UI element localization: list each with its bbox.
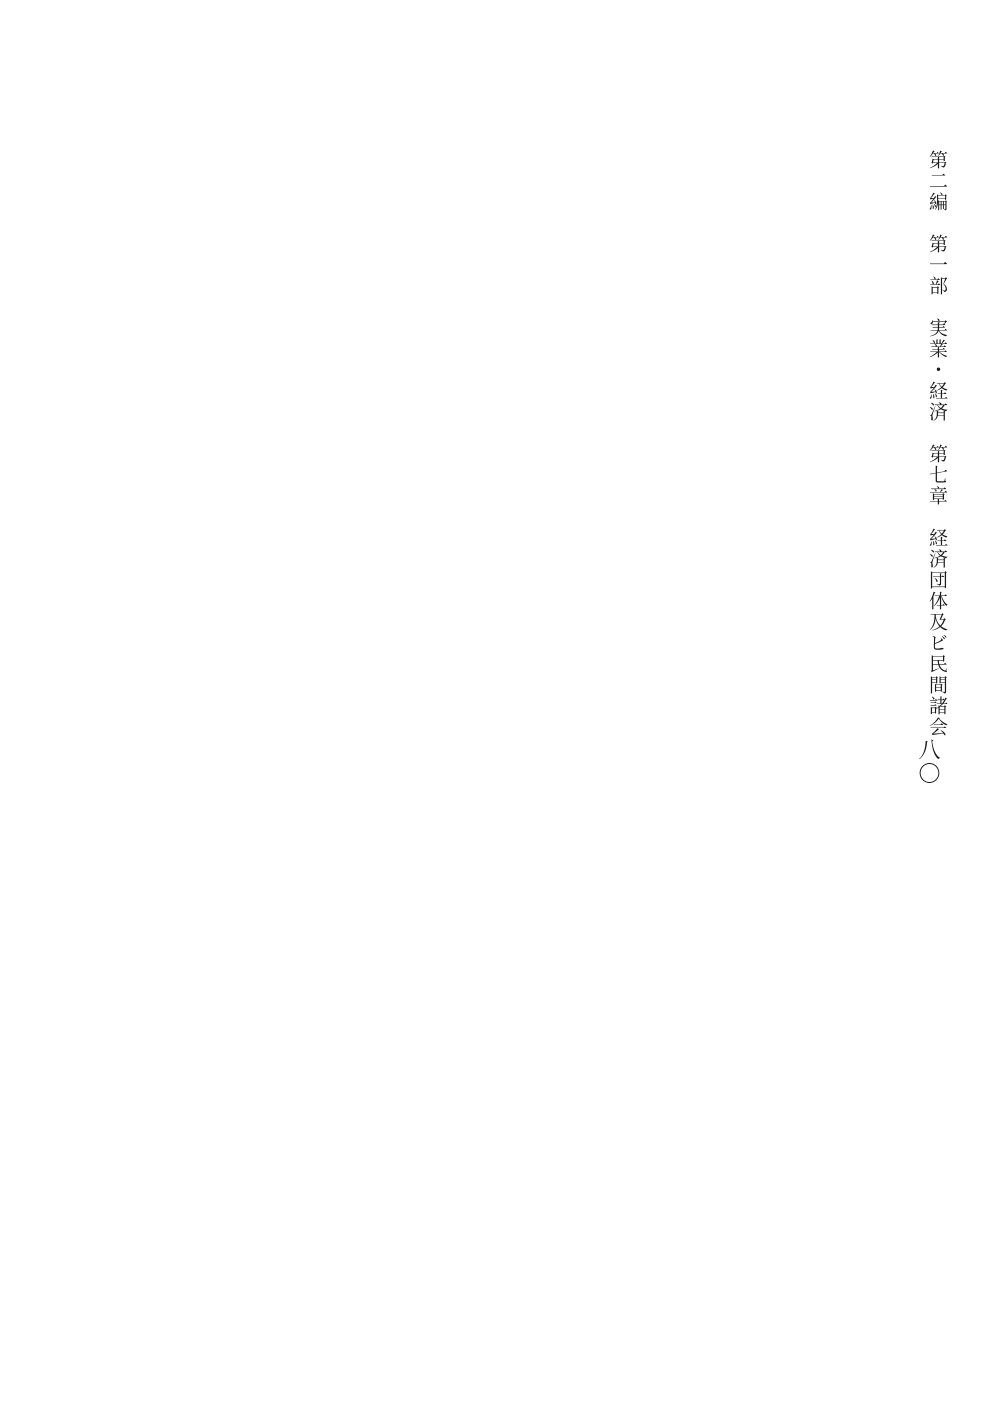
running-header: 第二編 第一部 実業・経済 第七章 経済団体及ビ民間諸会 — [926, 150, 948, 738]
page-number: 八〇 — [915, 738, 940, 786]
